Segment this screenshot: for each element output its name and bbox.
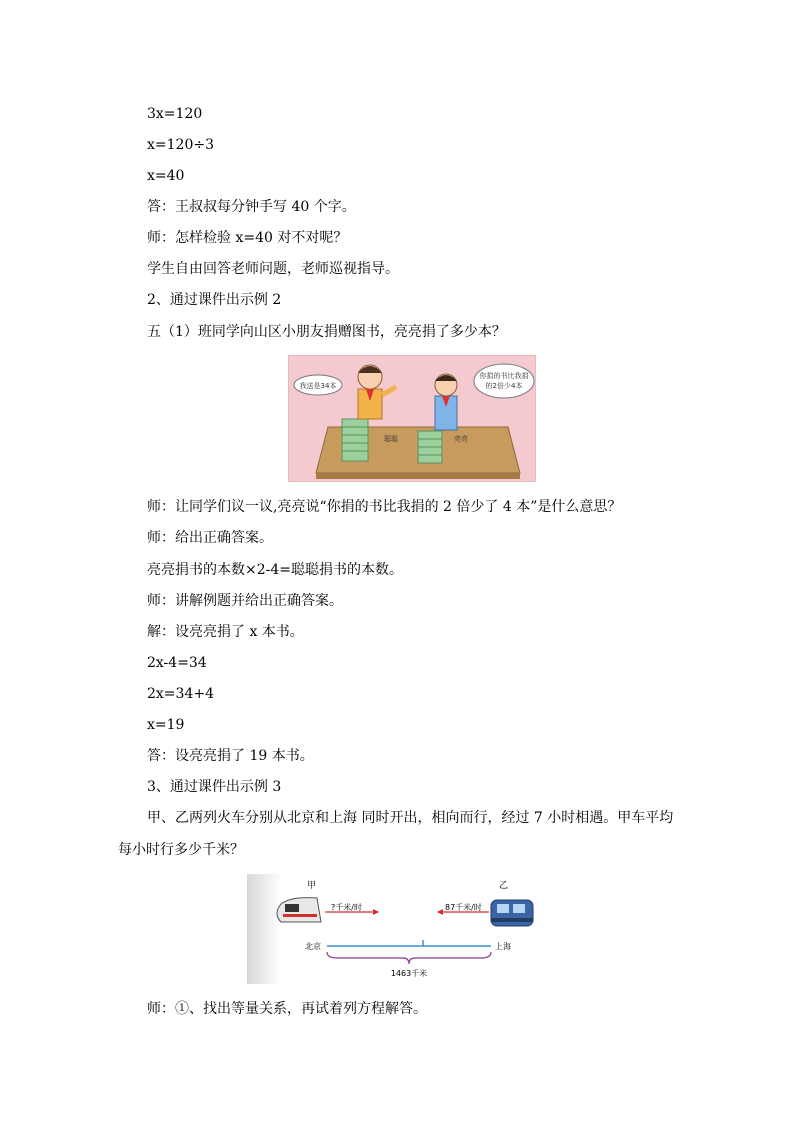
- book-stack-right: [418, 431, 442, 463]
- text-line: 师：怎样检验 x=40 对不对呢？: [147, 230, 348, 246]
- label-liangliang: 亮亮: [454, 435, 468, 443]
- text-line: 五（1）班同学向山区小朋友捐赠图书，亮亮捐了多少本？: [147, 324, 506, 340]
- bubble-right-text-2: 的2倍少4本: [485, 382, 523, 390]
- text-line: 师：①、找出等量关系，再试着列方程解答。: [147, 1001, 427, 1017]
- text-line: 3、通过课件出示例 3: [147, 779, 282, 795]
- train-b-icon: [491, 900, 533, 926]
- text-line: x=120÷3: [147, 137, 214, 153]
- speed-b-label: 87千米/时: [445, 903, 482, 912]
- text-line: 解：设亮亮捐了 x 本书。: [147, 624, 304, 640]
- train-a-label: 甲: [307, 881, 317, 891]
- text-line: x=40: [147, 168, 185, 184]
- text-line: 师：给出正确答案。: [147, 530, 273, 546]
- distance-label: 1463千米: [390, 969, 428, 978]
- donation-illustration: [288, 355, 536, 482]
- train-b-label: 乙: [499, 881, 509, 891]
- book-stack-left: [342, 419, 368, 461]
- text-line: 答：设亮亮捐了 19 本书。: [147, 748, 314, 764]
- text-line: 学生自由回答老师问题，老师巡视指导。: [147, 261, 399, 277]
- text-line: 2x-4=34: [147, 655, 207, 671]
- text-line: 师：让同学们议一议,亮亮说“你捐的书比我捐的 2 倍少了 4 本”是什么意思？: [147, 499, 622, 515]
- text-line: 每小时行多少千米？: [118, 842, 244, 858]
- city-b-label: 上海: [495, 942, 511, 951]
- speed-a-label: ?千米/时: [331, 903, 362, 912]
- text-line: 3x=120: [147, 106, 203, 122]
- boy-liangliang: [435, 374, 457, 430]
- train-illustration: [247, 874, 537, 984]
- text-line: x=19: [147, 717, 185, 733]
- text-line: 甲、乙两列火车分别从北京和上海 同时开出，相向而行，经过 7 小时相遇。甲车平均: [147, 810, 674, 826]
- text-line: 2、通过课件出示例 2: [147, 292, 282, 308]
- text-line: 2x=34+4: [147, 686, 214, 702]
- city-a-label: 北京: [305, 942, 321, 951]
- text-line: 亮亮捐书的本数×2-4=聪聪捐书的本数。: [147, 562, 404, 578]
- text-line: 答：王叔叔每分钟手写 40 个字。: [147, 199, 356, 215]
- text-line: 师：讲解例题并给出正确答案。: [147, 593, 343, 609]
- label-congcong: 聪聪: [384, 435, 398, 443]
- bubble-left-text: 我送是34本: [299, 382, 337, 390]
- bubble-right-text-1: 你捐的书比我捐: [479, 372, 529, 380]
